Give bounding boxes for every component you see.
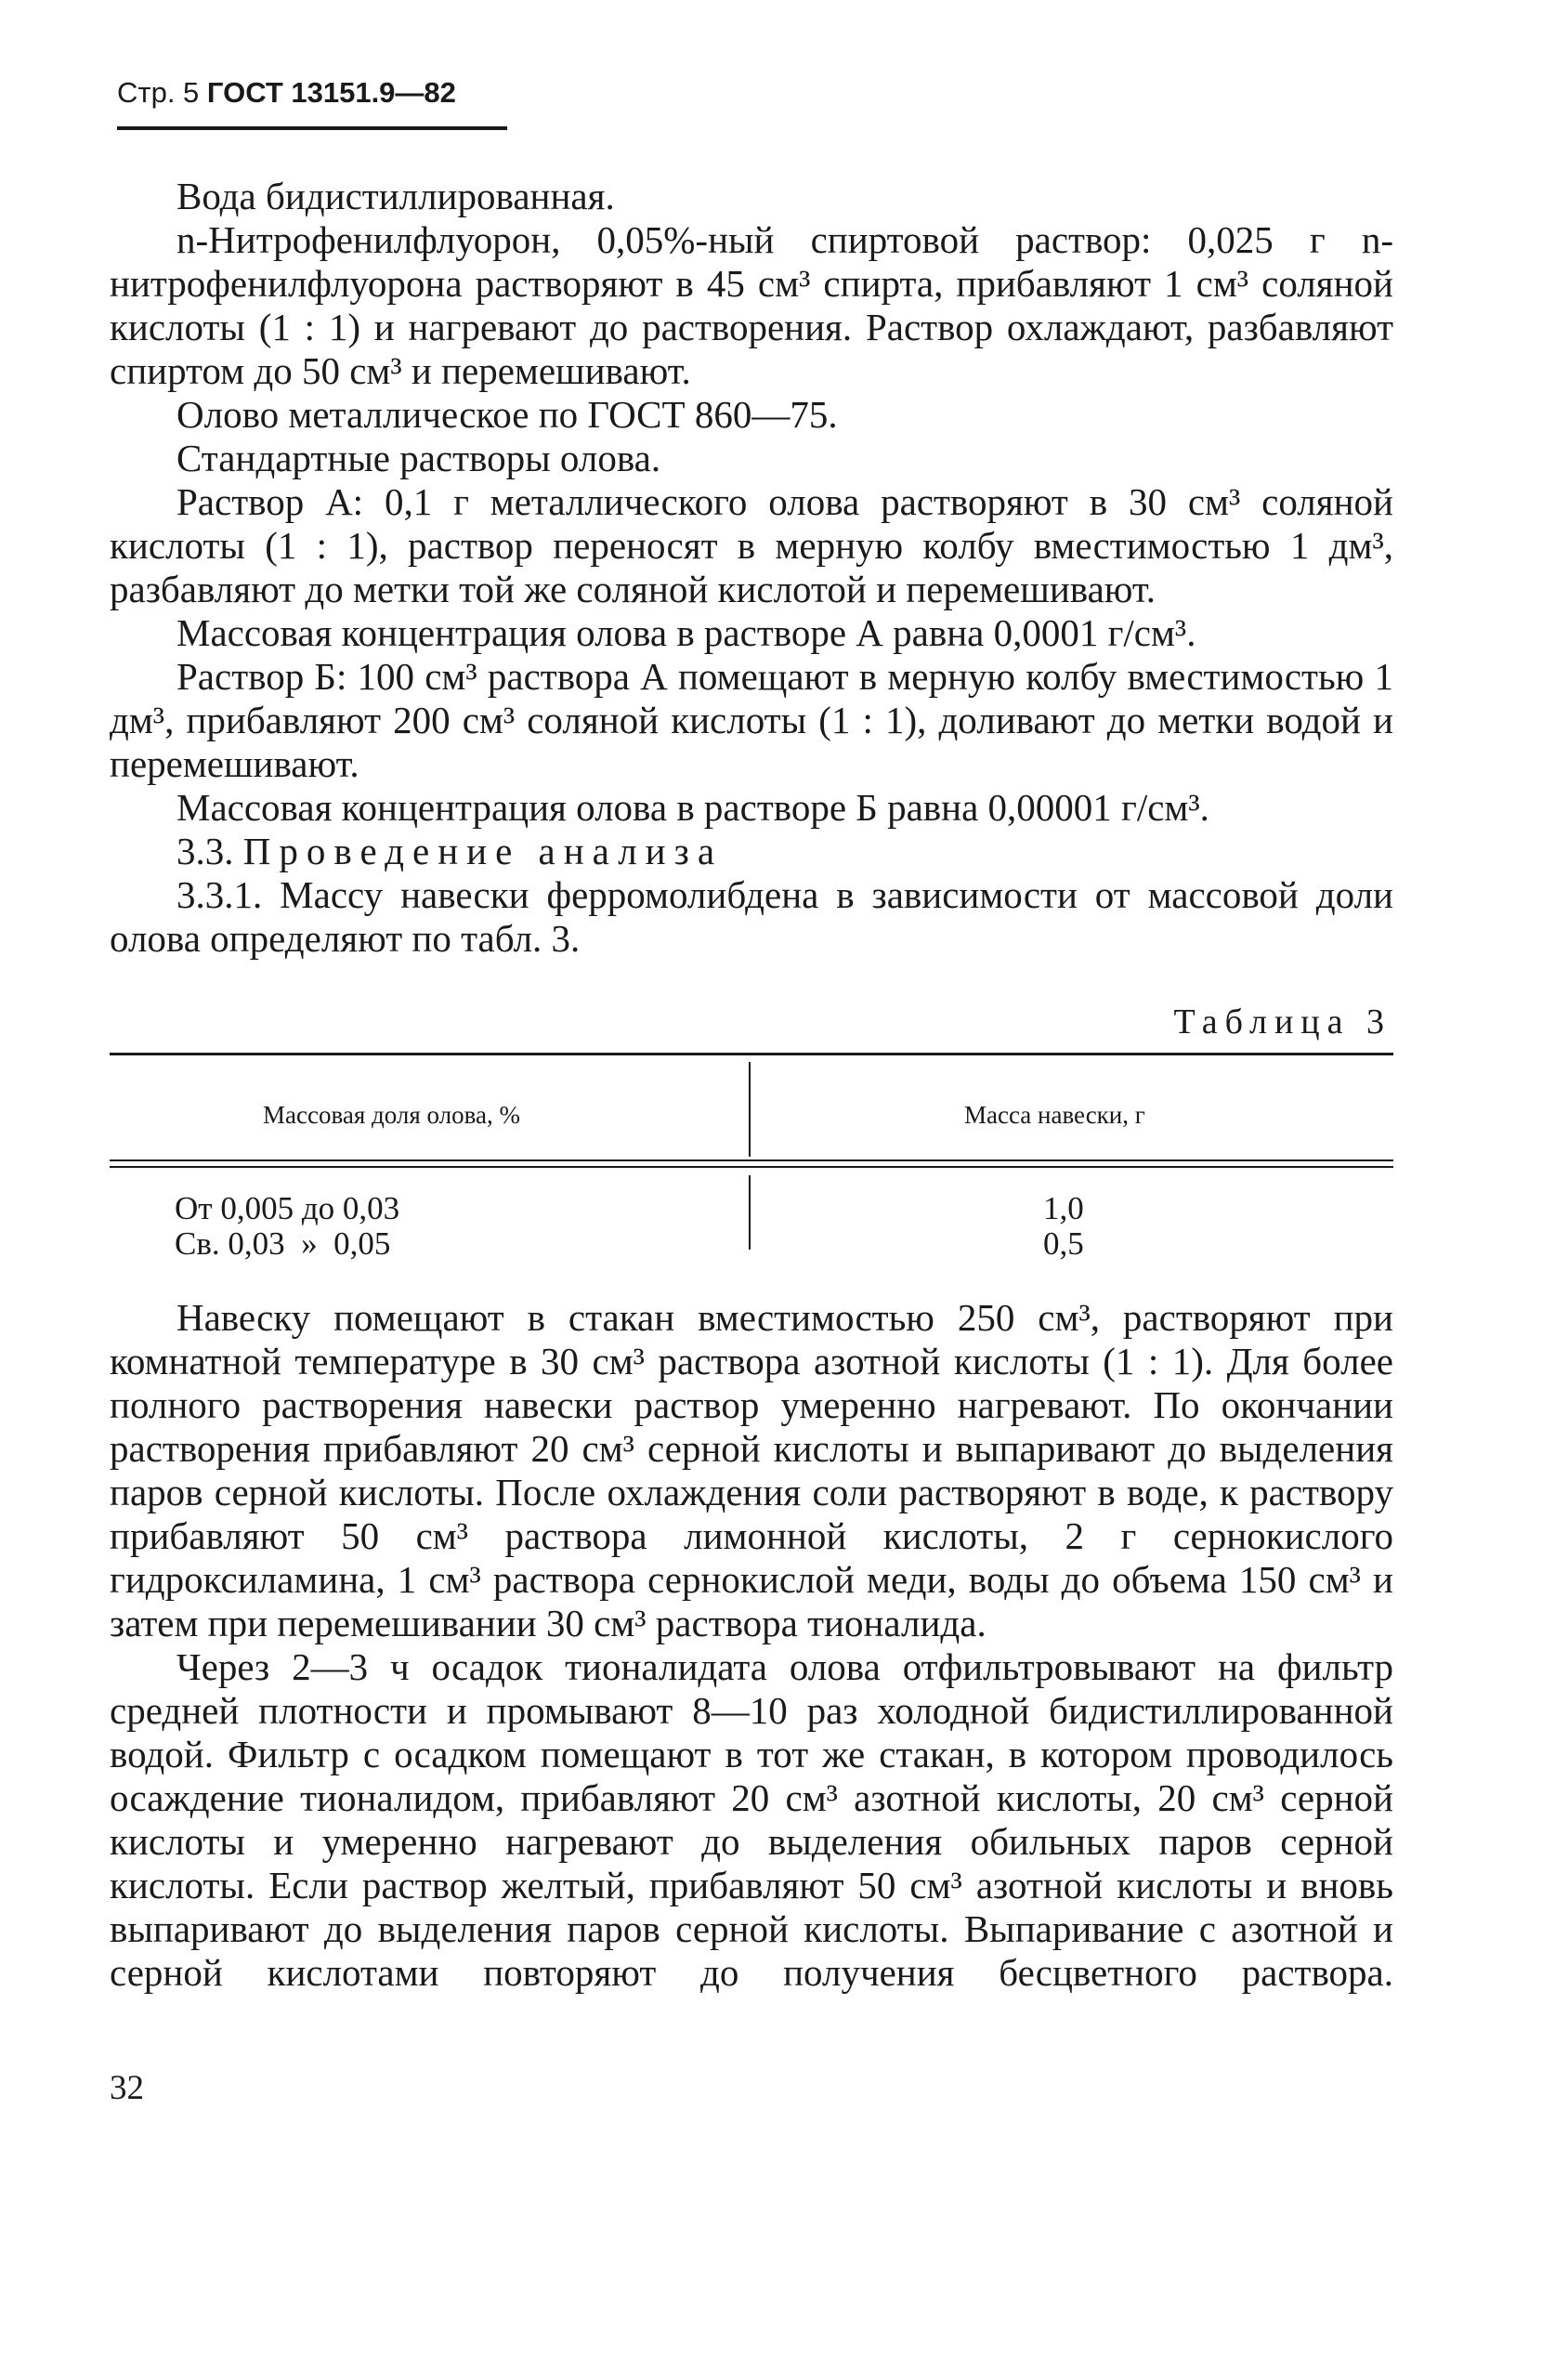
table-top-rule	[110, 1053, 1393, 1055]
table-header-sample-mass: Масса навески, г	[964, 1101, 1145, 1129]
bottom-text-block	[110, 1296, 1393, 1995]
top-text-block	[110, 175, 1393, 961]
paragraph-3-3-1: 3.3.1. Массу навески ферромолибдена в зависимости от массовой доли олова определяют по табл. 3.	[110, 873, 1393, 960]
paragraph-solution-b: Раствор Б: 100 см³ раствора А помещают в мерную колбу вместимостью 1 дм³, прибавляют 200 см³ соляной кислоты (1 : 1), доливают до метки водой и перемешивают.	[110, 655, 1393, 785]
paragraph-concentration-a: Массовая концентрация олова в растворе А равна 0,0001 г/см³.	[176, 611, 1196, 654]
section-heading	[110, 830, 1393, 873]
table-header-rule-1	[110, 1159, 1393, 1161]
paragraph-water: Вода бидистиллированная.	[176, 175, 615, 217]
table-header-rule-2	[110, 1166, 1393, 1168]
page-number: 32	[110, 2069, 144, 2107]
table-caption: Таблица 3	[1173, 1002, 1392, 1041]
section-title: Проведение анализа	[242, 830, 724, 872]
paragraph-standard-solutions: Стандартные растворы олова.	[176, 437, 661, 479]
paragraph-concentration-b: Массовая концентрация олова в растворе Б равна 0,00001 г/см³.	[176, 786, 1209, 829]
table-body-divider	[749, 1175, 751, 1250]
table-cell-range-1: От 0,005 до 0,03	[175, 1190, 400, 1226]
table-cell-mass-1: 1,0	[1043, 1190, 1084, 1226]
table-cell-mass-2: 0,5	[1043, 1225, 1084, 1262]
paragraph-sample-dissolution: Навеску помещают в стакан вместимостью 250 см³, растворяют при комнатной температуре в 30 см³ раствора азотной кислоты (1 : 1). Для более полного растворения навески раствор умеренно нагревают. По окончании растворения прибавляют 20 см³ серной кислоты и выпаривают до выделения паров серной кислоты. После охлаждения соли растворяют в воде, к раствору прибавляют 50 см³ раствора лимонной кислоты, 2 г сернокислого гидроксиламина, 1 см³ раствора сернокислой меди, воды до объема 150 см³ и затем при перемешивании 30 см³ раствора тионалида.	[110, 1296, 1393, 1644]
header-page-prefix: Стр. 5	[117, 76, 200, 109]
paragraph-tin-metal: Олово металлическое по ГОСТ 860—75.	[176, 393, 838, 436]
paragraph-nitrophenylfluorone: n-Нитрофенилфлуорон, 0,05%-ный спиртовой раствор: 0,025 г n-нитрофенилфлуорона растворяют в 45 см³ спирта, прибавляют 1 см³ соляной кислоты (1 : 1) и нагревают до растворения. Раствор охлаждают, разбавляют спиртом до 50 см³ и перемешивают.	[110, 218, 1393, 392]
header-standard-id: ГОСТ 13151.9—82	[206, 76, 456, 109]
section-number: 3.3.	[176, 830, 234, 872]
table-header-divider	[749, 1062, 751, 1157]
table-3	[110, 1053, 1393, 1266]
paragraph-solution-a: Раствор А: 0,1 г металлического олова растворяют в 30 см³ соляной кислоты (1 : 1), раствор переносят в мерную колбу вместимостью 1 дм³, разбавляют до метки той же соляной кислотой и перемешивают.	[110, 480, 1393, 610]
paragraph-precipitate-filtering: Через 2—3 ч осадок тионалидата олова отфильтровывают на фильтр средней плотности и промывают 8—10 раз холодной бидистиллированной водой. Фильтр с осадком помещают в тот же стакан, в котором проводилось осаждение тионалидом, прибавляют 20 см³ азотной кислоты, 20 см³ серной кислоты и умеренно нагревают до выделения обильных паров серной кислоты. Если раствор желтый, прибавляют 50 см³ азотной кислоты и вновь выпаривают до выделения паров серной кислоты. Выпаривание с азотной и серной кислотами повторяют до получения бесцветного раствора.	[110, 1645, 1393, 1994]
table-header-tin-fraction: Массовая доля олова, %	[263, 1101, 521, 1129]
table-cell-range-2: Св. 0,03 » 0,05	[175, 1225, 391, 1262]
header-rule	[117, 126, 507, 130]
page-header	[117, 76, 507, 110]
